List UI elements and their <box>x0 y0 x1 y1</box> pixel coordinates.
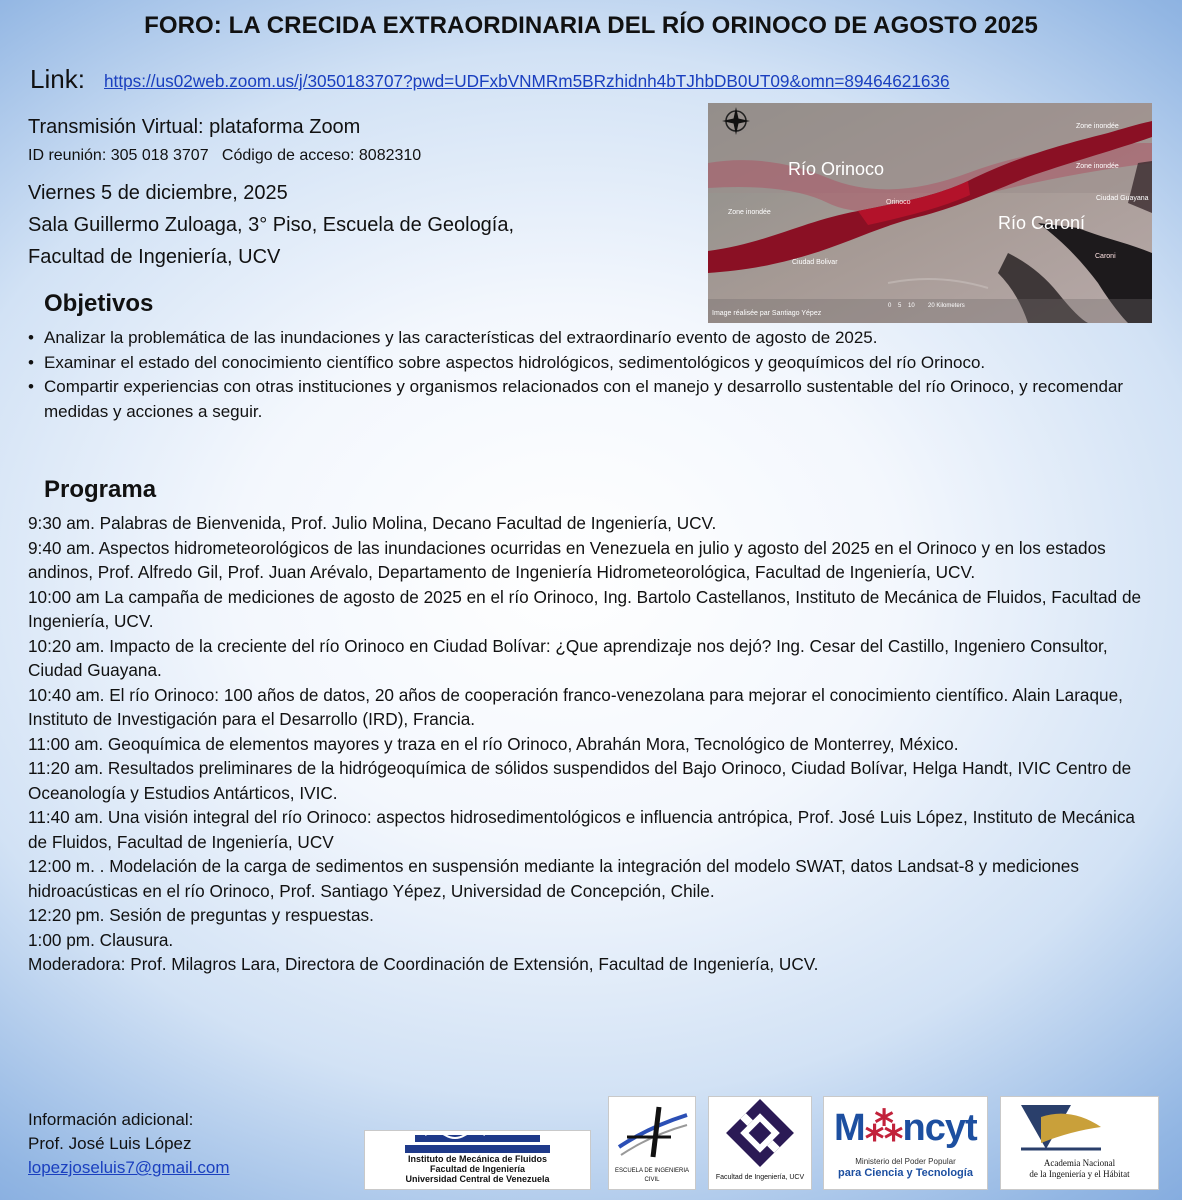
fi-ucv-emblem <box>709 1097 811 1171</box>
map-small-orinoco: Orinoco <box>886 199 911 206</box>
list-item <box>28 375 1158 424</box>
zoom-link[interactable]: https://us02web.zoom.us/j/3050183707?pwd=UDFxbVNMRm5BRzhidnh4bTJhbDB0UT09&omn=89464621636 <box>104 71 950 91</box>
bullet-icon: • <box>28 352 34 372</box>
program-item: 1:00 pm. Clausura. <box>28 929 174 950</box>
program-item: 12:20 pm. Sesión de preguntas y respuestas. <box>28 905 374 925</box>
map-credit: Image réalisée par Santiago Yépez <box>712 310 822 317</box>
objetivo-text: Compartir experiencias con otras instituciones y organismos relacionados con el manejo y desarrollo sustentable del río Orinoco, y recomendar medidas y acciones a seguir. <box>44 377 1124 421</box>
contact-block <box>28 1108 230 1180</box>
objetivos-list <box>28 326 1158 424</box>
program-item: 10:00 am La campaña de mediciones de agosto de 2025 en el río Orinoco, Ing. Bartolo Castellanos, Instituto de Mecánica de Fluidos, Facultad de Ingeniería, UCV. <box>28 586 1142 631</box>
list-item <box>28 326 1158 351</box>
map-zone-label: Zone inondée <box>728 209 771 216</box>
map-label-caroni: Río Caroní <box>998 213 1086 233</box>
program-item: Moderadora: Prof. Milagros Lara, Directora de Coordinación de Extensión, Facultad de Ingeniería, UCV. <box>28 954 819 974</box>
meeting-ids: ID reunión: 305 018 3707 Código de acceso: 8082310 <box>28 147 422 164</box>
contact-name: Prof. José Luis López <box>28 1134 192 1153</box>
imf-line-3: Universidad Central de Venezuela <box>405 1174 550 1184</box>
map-small-guayana: Ciudad Guayana <box>1096 195 1149 202</box>
transmission-info: Transmisión Virtual: plataforma Zoom <box>28 116 361 138</box>
map-scale: 0 5 10 20 Kilometers <box>888 303 965 309</box>
program-item: 11:20 am. Resultados preliminares de la hidrógeoquímica de sólidos suspendidos del Bajo Orinoco, Ciudad Bolívar, Helga Handt, IVIC Centro de Oceanología y Estudios Antárticos, IVIC. <box>28 758 1132 803</box>
mincyt-subtitle-1: Ministerio del Poder Popular <box>855 1157 956 1166</box>
programa-heading: Programa <box>44 476 157 503</box>
objetivo-text: Examinar el estado del conocimiento científico sobre aspectos hidrológicos, sedimentológicos y geoquímicos del río Orinoco. <box>44 352 986 372</box>
academia-emblem <box>1001 1097 1158 1157</box>
bullet-icon: • <box>28 377 34 396</box>
fi-ucv-logo <box>708 1096 812 1190</box>
objetivo-text: Analizar la problemática de las inundaciones y las características del extraordinarío evento de agosto de 2025. <box>44 328 878 347</box>
civil-school-logo <box>608 1096 696 1190</box>
objetivos-heading: Objetivos <box>44 290 154 317</box>
mincyt-subtitle-2: para Ciencia y Tecnología <box>838 1167 973 1179</box>
list-item <box>28 351 1158 376</box>
program-item: 12:00 m. . Modelación de la carga de sedimentos en suspensión mediante la integración del modelo SWAT, datos Landsat-8 y mediciones hidroacústicas en el río Orinoco, Prof. Santiago Yépez, Universidad de Concepción, Chile. <box>28 856 1079 901</box>
civil-school-emblem <box>609 1097 695 1167</box>
program-item: 9:40 am. Aspectos hidrometeorológicos de las inundaciones ocurridas en Venezuela en julio y agosto del 2025 en el Orinoco y en los estados andinos, Prof. Alfredo Gil, Prof. Juan Arévalo, Departamento de Ingeniería Hidrometeorológica, Facultad de Ingeniería, UCV. <box>28 537 1106 582</box>
program-item: 11:00 am. Geoquímica de elementos mayores y traza en el río Orinoco, Abrahán Mora, Tecnológico de Monterrey, México. <box>28 733 959 754</box>
venue-line-1: Sala Guillermo Zuloaga, 3° Piso, Escuela de Geología, <box>28 214 515 236</box>
venue-line-2: Facultad de Ingeniería, UCV <box>28 246 281 268</box>
imf-logo <box>364 1130 591 1190</box>
imf-line-2: Facultad de Ingeniería <box>429 1164 526 1174</box>
satellite-map-image <box>708 103 1152 323</box>
fi-ucv-label: Facultad de Ingeniería, UCV <box>715 1174 805 1181</box>
academia-line-1: Academia Nacional <box>1043 1158 1116 1168</box>
map-small-caroni: Caroni <box>1095 253 1116 260</box>
program-item: 10:40 am. El río Orinoco: 100 años de datos, 20 años de cooperación franco-venezolana para mejorar el conocimiento científico. Alain Laraque, Instituto de Investigación para el Desarrollo (IRD), Francia. <box>28 684 1123 729</box>
map-label-orinoco: Río Orinoco <box>788 159 885 179</box>
bullet-icon: • <box>28 328 34 347</box>
imf-line-1: Instituto de Mecánica de Fluidos <box>407 1154 548 1164</box>
map-small-bolivar: Ciudad Bolivar <box>792 259 838 266</box>
event-date: Viernes 5 de diciembre, 2025 <box>28 182 288 204</box>
mincyt-wordmark: M⁂ncyt <box>834 1107 977 1149</box>
program-item: 10:20 am. Impacto de la creciente del río Orinoco en Ciudad Bolívar: ¿Que aprendizaje nos dejó? Ing. Cesar del Castillo, Ingeniero Consultor, Ciudad Guayana. <box>28 635 1108 680</box>
academia-logo <box>1000 1096 1159 1190</box>
program-item: 11:40 am. Una visión integral del río Orinoco: aspectos hidrosedimentológicos e influencia antrópica, Prof. José Luis López, Instituto de Mecánica de Fluidos, Facultad de Ingeniería, UCV <box>28 807 1135 852</box>
contact-email[interactable]: lopezjoseluis7@gmail.com <box>28 1158 230 1177</box>
academia-line-2: de la Ingeniería y el Hábitat <box>1029 1169 1130 1179</box>
program-item: 9:30 am. Palabras de Bienvenida, Prof. Julio Molina, Decano Facultad de Ingeniería, UCV. <box>28 513 717 533</box>
map-zone-label: Zone inondée <box>1076 123 1119 130</box>
programa-list <box>28 511 1158 977</box>
civil-school-label: ESCUELA DE INGENIERIA CIVIL <box>614 1168 690 1183</box>
map-zone-label: Zone inondée <box>1076 163 1119 170</box>
link-label: Link: <box>30 64 85 94</box>
contact-heading: Información adicional: <box>28 1110 194 1129</box>
page-title: FORO: LA CRECIDA EXTRAORDINARIA DEL RÍO ORINOCO DE AGOSTO 2025 <box>144 12 1038 39</box>
mincyt-logo <box>823 1096 988 1190</box>
satellite-map <box>708 103 1152 323</box>
